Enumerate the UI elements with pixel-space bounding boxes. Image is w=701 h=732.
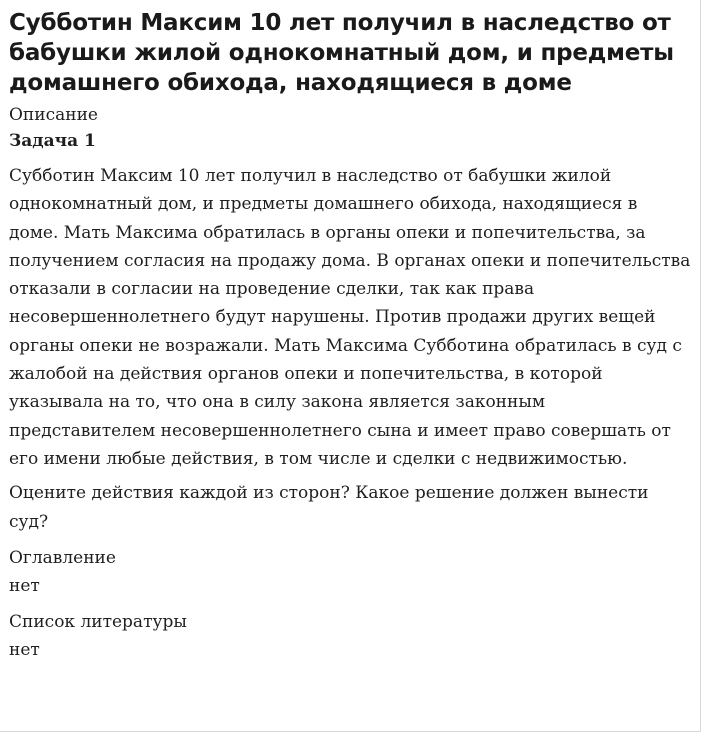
page-title: Субботин Максим 10 лет получил в наследство от бабушки жилой однокомнатный дом, и предметы домашнего обихода, находящиеся в доме [9,10,674,96]
toc-value: нет [9,575,40,596]
question-text: Оцените действия каждой из сторон? Какое решение должен вынести суд? [9,483,649,532]
literature-label: Список литературы [9,611,187,632]
task-text: Субботин Максим 10 лет получил в наследство от бабушки жилой однокомнатный дом, и предметы домашнего обихода, находящиеся в доме. Мать Максима обратилась в органы опеки и попечительства, за получением согласия на продажу дома. В органах опеки и попечительства отказали в согласии на проведение сделки, так как права несовершеннолетнего будут нарушены. Против продажи других вещей органы опеки не возражали. Мать Максима Субботина обратилась в суд с жалобой на действия органов опеки и попечительства, в которой указывала на то, что она в силу закона является законным представителем несовершеннолетнего сына и имеет право совершать от его имени любые действия, в том числе и сделки с недвижимостью. [9,166,691,469]
description-label: Описание [9,105,98,125]
literature-value: нет [9,639,40,660]
task-label: Задача 1 [9,131,96,151]
toc-label: Оглавление [9,547,116,568]
